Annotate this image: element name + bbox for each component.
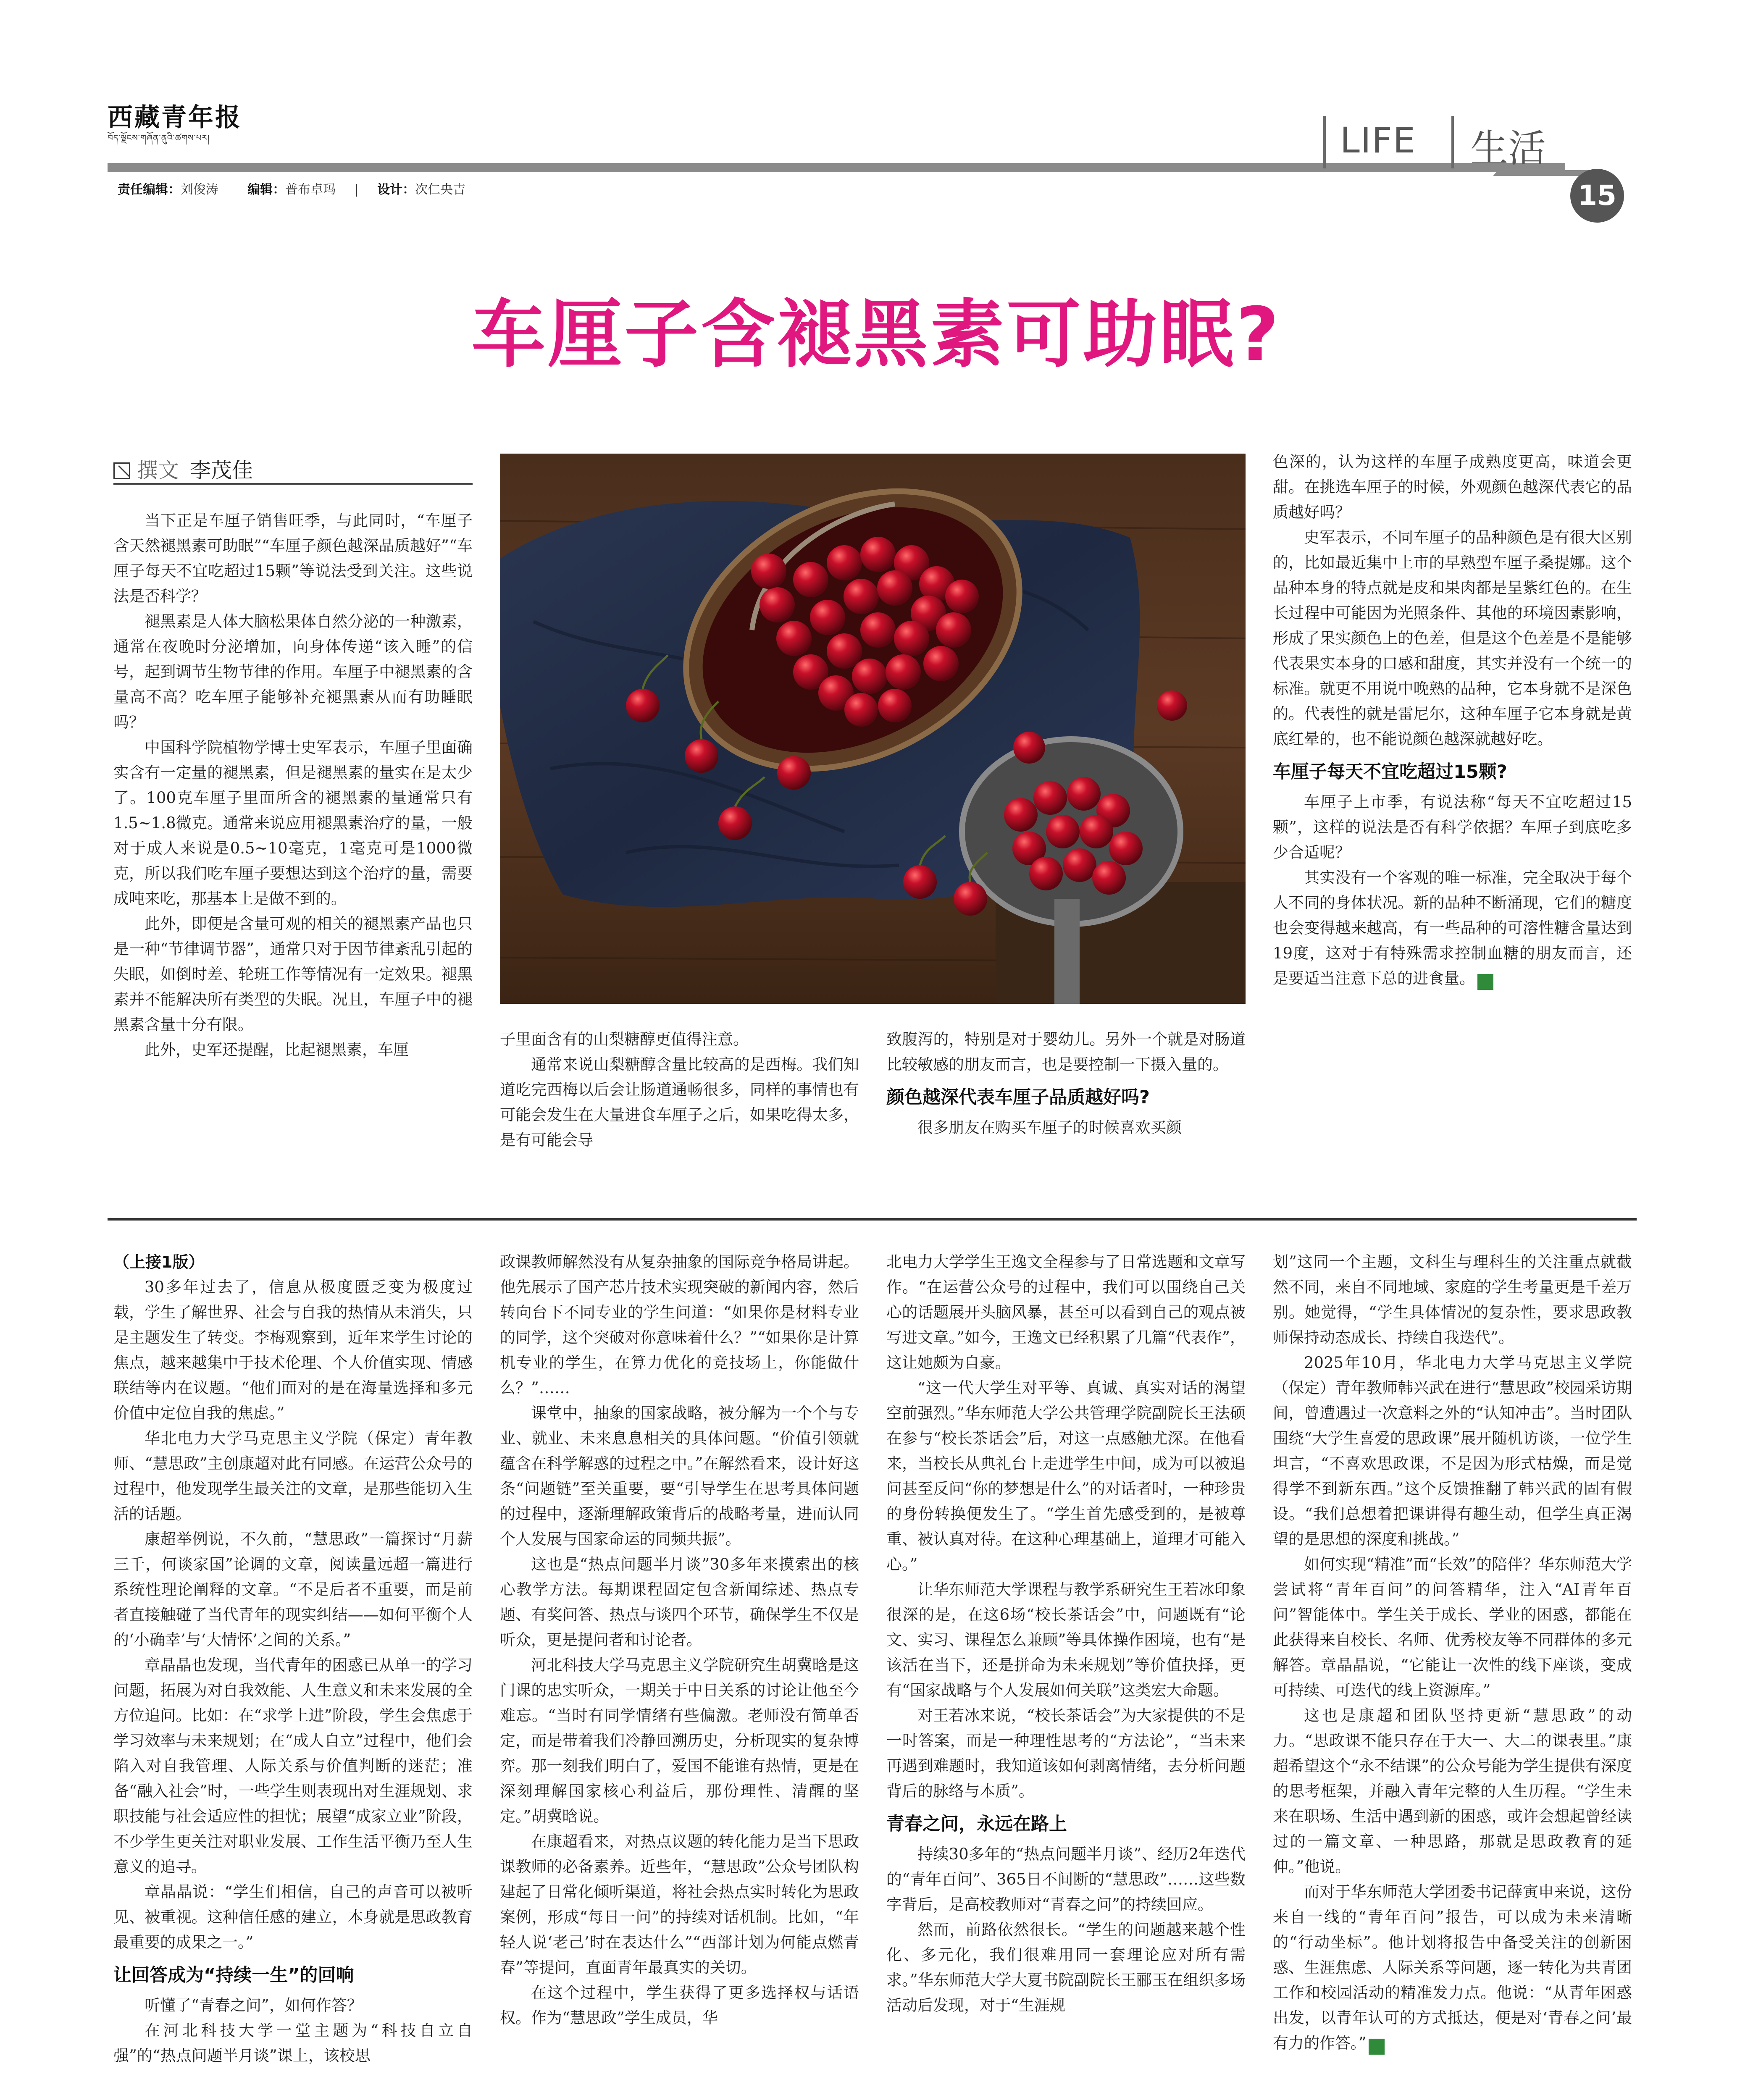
masthead: 西藏青年报	[108, 103, 242, 132]
article-title: 车厘子含褪黑素可助眠?	[471, 291, 1282, 378]
author-name: 李茂佳	[190, 458, 253, 483]
cherries-photo	[500, 454, 1246, 1004]
upper-column-4	[1273, 449, 1632, 991]
section-name-cn: 生活	[1470, 126, 1546, 171]
paragraph: 课堂中，抽象的国家战略，被分解为一个个与专业、就业、未来息息相关的具体问题。“价值引领就蕴含在科学解惑的过程之中。”在解然看来，设计好这条“问题链”至关重要，要“引导学生在思考具体问题的过程中，逐渐理解政策背后的战略考量，进而认同个人发展与国家命运的同频共振”。	[500, 1404, 859, 1548]
paragraph: 河北科技大学马克思主义学院研究生胡冀晗是这门课的忠实听众，一期关于中日关系的讨论让他至今难忘。“当时有同学情绪有些偏激。老师没有简单否定，而是带着我们冷静回溯历史，分析现实的复杂博弈。那一刻我们明白了，爱国不能谁有热情，更是在深刻理解国家核心利益后，那份理性、清醒的坚定。”胡冀晗说。	[500, 1656, 859, 1825]
subheading-response: 让回答成为“持续一生”的回响	[113, 1965, 354, 1986]
paragraph: 2025年10月，华北电力大学马克思主义学院（保定）青年教师韩兴武在进行“慧思政”校园采访期间，曾遭遇过一次意料之外的“认知冲击”。当时团队围绕“大学生喜爱的思政课”展开随机访谈，一位学生坦言，“不喜欢思政课，不是因为形式枯燥，而是觉得学不到新东西。”这个反馈推翻了韩兴武的固有假设。“我们总想着把课讲得有趣生动，但学生真正渴望的是思想的深度和挑战。”	[1273, 1354, 1632, 1548]
paragraph	[1273, 865, 1632, 991]
section-divider	[108, 1218, 1637, 1221]
paragraph: 听懂了“青春之问”，如何作答？	[145, 1996, 363, 2014]
paragraph: 政课教师解然没有从复杂抽象的国际竞争格局讲起。他先展示了国产芯片技术实现突破的新闻内容，然后转向台下不同专业的学生问道：“如果你是材料专业的同学，这个突破对你意味着什么？”“如果你是计算机专业的学生，在算力优化的竞技场上，你能做什么？”……	[500, 1253, 859, 1397]
byline-label: 撰文	[137, 458, 179, 483]
paragraph: 章晶晶说：“学生们相信，自己的声音可以被听见、被重视。这种信任感的建立，本身就是思政教育最重要的成果之一。”	[113, 1883, 473, 1951]
page-number: 15	[1570, 169, 1624, 223]
paragraph: 色深的，认为这样的车厘子成熟度更高，味道会更甜。在挑选车厘子的时候，外观颜色越深代表它的品质越好吗？	[1273, 453, 1632, 521]
section-name-en: LIFE	[1340, 120, 1416, 161]
paragraph: 康超举例说，不久前，“慧思政”一篇探讨“月薪三千，何谈家国”论调的文章，阅读量远超一篇进行系统性理论阐释的文章。“不是后者不重要，而是前者直接触碰了当代青年的现实纠结——如何平衡个人的‘小确幸’与‘大情怀’之间的关系。”	[113, 1530, 473, 1649]
paragraph: 章晶晶也发现，当代青年的困惑已从单一的学习问题，拓展为对自我效能、人生意义和未来发展的全方位追问。比如：在“求学上进”阶段，学生会焦虑于学习效率与未来规划；在“成人自立”过程中，他们会陷入对自我管理、人际关系与价值判断的迷茫；准备“融入社会”时，一些学生则表现出对生涯规划、求职技能与社会适应性的担忧；展望“成家立业”阶段，不少学生更关注对职业发展、工作生活平衡乃至人生意义的追寻。	[113, 1656, 473, 1876]
paragraph: 史军表示，不同车厘子的品种颜色是有很大区别的，比如最近集中上市的早熟型车厘子桑提娜。这个品种本身的特点就是皮和果肉都是呈紫红色的。在生长过程中可能因为光照条件、其他的环境因素影响，形成了果实颜色上的色差，但是这个色差是不是能够代表果实本身的口感和甜度，其实并没有一个统一的标准。就更不用说中晚熟的品种，它本身就不是深色的。代表性的就是雷尼尔，这种车厘子它本身就是黄底红晕的，也不能说颜色越深就越好吃。	[1273, 528, 1632, 748]
editor-label: 编辑：	[247, 182, 286, 197]
paragraph-text: 而对于华东师范大学团委书记薛寅申来说，这份来自一线的“青年百问”报告，可以成为未来清晰的“行动坐标”。他计划将报告中备受关注的创新困惑、生涯焦虑、人际关系等问题，逐一转化为共青团工作和校园活动的精准发力点。他说：“从青年困惑出发，以青年认可的方式抵达，便是对‘青春之问’最有力的作答。”	[1273, 1883, 1632, 2052]
paragraph: 如何实现“精准”而“长效”的陪伴？华东师范大学尝试将“青年百问”的问答精华，注入“AI青年百问”智能体中。学生关于成长、学业的困惑，都能在此获得来自校长、名师、优秀校友等不同群体的多元解答。章晶晶说，“它能让一次性的线下座谈，变成可持续、可迭代的线上资源库。”	[1273, 1555, 1632, 1699]
paragraph: 此外，史军还提醒，比起褪黑素，车厘	[145, 1041, 409, 1059]
paragraph: 让华东师范大学课程与教学系研究生王若冰印象很深的是，在这6场“校长茶话会”中，问题既有“论文、实习、课程怎么兼顾”等具体操作困境，也有“是该活在当下，还是拼命为未来规划”等价值抉择，更有“国家战略与个人发展如何关联”这类宏大命题。	[886, 1580, 1246, 1699]
paragraph: 然而，前路依然很长。“学生的问题越来越个性化、多元化，我们很难用同一套理论应对所有需求。”华东师范大学大夏书院副院长王郦玉在组织多场活动后发现，对于“生涯规	[886, 1921, 1246, 2014]
paragraph: 在这个过程中，学生获得了更多选择权与话语权。作为“慧思政”学生成员，华	[500, 1984, 859, 2027]
paragraph: 当下正是车厘子销售旺季，与此同时，“车厘子含天然褪黑素可助眠”“车厘子颜色越深品质越好”“车厘子每天不宜吃超过15颗”等说法受到关注。这些说法是否科学？	[113, 512, 473, 605]
paragraph: 对王若冰来说，“校长茶话会”为大家提供的不是一时答案，而是一种理性思考的“方法论”，“当未来再遇到难题时，我知道该如何剥离情绪，去分析问题背后的脉络与本质”。	[886, 1706, 1246, 1800]
paragraph: 在康超看来，对热点议题的转化能力是当下思政课教师的必备素养。近些年，“慧思政”公众号团队构建起了日常化倾听渠道，将社会热点实时转化为思政案例，形成“每日一问”的持续对话机制。比如，“年轻人说‘老己’时在表达什么”“西部计划为何能点燃青春”等提问，直面青年最真实的关切。	[500, 1832, 859, 1977]
editor-credits	[118, 179, 465, 197]
upper-column-1	[113, 508, 473, 1063]
section-bar-mid	[1451, 116, 1454, 168]
paragraph: 中国科学院植物学博士史军表示，车厘子里面确实含有一定量的褪黑素，但是褪黑素的量实在是太少了。100克车厘子里面所含的褪黑素的量通常只有1.5~1.8微克。通常来说应用褪黑素治疗的量，一般对于成人来说是0.5~10毫克，1毫克可是1000微克，所以我们吃车厘子要想达到这个治疗的量，需要成吨来吃，那基本上是做不到的。	[113, 738, 473, 908]
paragraph	[1273, 1880, 1632, 2056]
byline	[113, 454, 253, 484]
chief-editor: 刘俊涛	[181, 182, 218, 197]
subheading-15: 车厘子每天不宜吃超过15颗?	[1273, 761, 1507, 782]
chief-editor-label: 责任编辑：	[118, 182, 181, 197]
paragraph: 北电力大学学生王逸文全程参与了日常选题和文章写作。“在运营公众号的过程中，我们可以围绕自己关心的话题展开头脑风暴，甚至可以看到自己的观点被写进文章。”如今，王逸文已经积累了几篇“代表作”，这让她颇为自豪。	[886, 1253, 1246, 1372]
upper-column-3	[886, 1027, 1246, 1140]
paragraph: 车厘子上市季，有说法称“每天不宜吃超过15颗”，这样的说法是否有科学依据？车厘子到底吃多少合适呢？	[1273, 793, 1632, 861]
paragraph: 很多朋友在购买车厘子的时候喜欢买颜	[917, 1118, 1182, 1137]
end-mark-icon: 青	[1369, 2039, 1385, 2055]
paragraph: 在河北科技大学一堂主题为“科技自立自强”的“热点问题半月谈”课上，该校思	[113, 2021, 473, 2065]
paragraph: 子里面含有的山梨糖醇更值得注意。	[500, 1030, 749, 1048]
subheading-youth: 青春之问，永远在路上	[886, 1814, 1067, 1835]
paragraph: 通常来说山梨糖醇含量比较高的是西梅。我们知道吃完西梅以后会让肠道通畅很多，同样的事情也有可能会发生在大量进食车厘子之后，如果吃得太多，是有可能会导	[500, 1055, 859, 1149]
lower-column-4	[1273, 1250, 1632, 2056]
header-rule	[108, 163, 1565, 172]
subheading-color: 颜色越深代表车厘子品质越好吗?	[886, 1087, 1150, 1108]
byline-rule	[113, 483, 473, 485]
paragraph: 30多年过去了，信息从极度匮乏变为极度过载，学生了解世界、社会与自我的热情从未消失，只是主题发生了转变。李梅观察到，近年来学生讨论的焦点，越来越集中于技术伦理、个人价值实现、情感联结等内在议题。“他们面对的是在海量选择和多元价值中定位自我的焦虑。”	[113, 1278, 473, 1422]
paragraph: 划”这同一个主题，文科生与理科生的关注重点就截然不同，来自不同地域、家庭的学生考量更是千差万别。她觉得，“学生具体情况的复杂性，要求思政教师保持动态成长、持续自我迭代”。	[1273, 1253, 1632, 1347]
editor-name: 普布卓玛	[285, 182, 336, 197]
lower-column-3	[886, 1250, 1246, 2018]
section-bar-left	[1323, 116, 1326, 168]
credits-separator: |	[354, 182, 359, 197]
masthead-subtitle: བོད་ལྗོངས་གཞོན་ནུའི་ཚགས་པར།	[108, 133, 210, 143]
paragraph: 持续30多年的“热点问题半月谈”、经历2年迭代的“青年百问”、365日不间断的“慧思政”……这些数字背后，是高校教师对“青春之问”的持续回应。	[886, 1845, 1246, 1914]
paragraph: “这一代大学生对平等、真诚、真实对话的渴望空前强烈。”华东师范大学公共管理学院副院长王法硕在参与“校长茶话会”后，对这一点感触尤深。在他看来，当校长从典礼台上走进学生中间，成为可以被追问甚至反问“你的梦想是什么”的对话者时，一种珍贵的身份转换便发生了。“学生首先感受到的，是被尊重、被认真对待。在这种心理基础上，道理才可能入心。”	[886, 1379, 1246, 1573]
upper-column-2	[500, 1027, 859, 1153]
continued-label: （上接1版）	[113, 1253, 205, 1271]
lower-column-2	[500, 1250, 859, 2031]
design-label: 设计：	[377, 182, 415, 197]
paragraph: 这也是“热点问题半月谈”30多年来摸索出的核心教学方法。每期课程固定包含新闻综述、热点专题、有奖问答、热点与谈四个环节，确保学生不仅是听众，更是提问者和讨论者。	[500, 1555, 859, 1649]
paragraph: 此外，即便是含量可观的相关的褪黑素产品也只是一种“节律调节器”，通常只对于因节律紊乱引起的失眠，如倒时差、轮班工作等情况有一定效果。褪黑素并不能解决所有类型的失眠。况且，车厘子中的褪黑素含量十分有限。	[113, 915, 473, 1034]
paragraph-text: 其实没有一个客观的唯一标准，完全取决于每个人不同的身体状况。新的品种不断涌现，它们的糖度也会变得越来越高，有一些品种的可溶性糖含量达到19度，这对于有特殊需求控制血糖的朋友而言，还是要适当注意下总的进食量。	[1273, 869, 1632, 987]
pen-icon	[113, 462, 130, 479]
lower-column-1	[113, 1250, 473, 2068]
designer-name: 次仁央吉	[415, 182, 466, 197]
paragraph: 褪黑素是人体大脑松果体自然分泌的一种激素，通常在夜晚时分泌增加，向身体传递“该入睡”的信号，起到调节生物节律的作用。车厘子中褪黑素的含量高不高？吃车厘子能够补充褪黑素从而有助睡眠吗？	[113, 612, 473, 731]
paragraph: 这也是康超和团队坚持更新“慧思政”的动力。“思政课不能只存在于大一、大二的课表里。”康超希望这个“永不结课”的公众号能为学生提供有深度的思考框架，并融入青年完整的人生历程。“学生未来在职场、生活中遇到新的困惑，或许会想起曾经读过的一篇文章、一种思路，那就是思政教育的延伸。”他说。	[1273, 1706, 1632, 1876]
end-mark-icon: 青	[1477, 974, 1493, 990]
paragraph: 华北电力大学马克思主义学院（保定）青年教师、“慧思政”主创康超对此有同感。在运营公众号的过程中，他发现学生最关注的文章，是那些能切入生活的话题。	[113, 1429, 473, 1523]
paragraph: 致腹泻的，特别是对于婴幼儿。另外一个就是对肠道比较敏感的朋友而言，也是要控制一下摄入量的。	[886, 1030, 1246, 1074]
